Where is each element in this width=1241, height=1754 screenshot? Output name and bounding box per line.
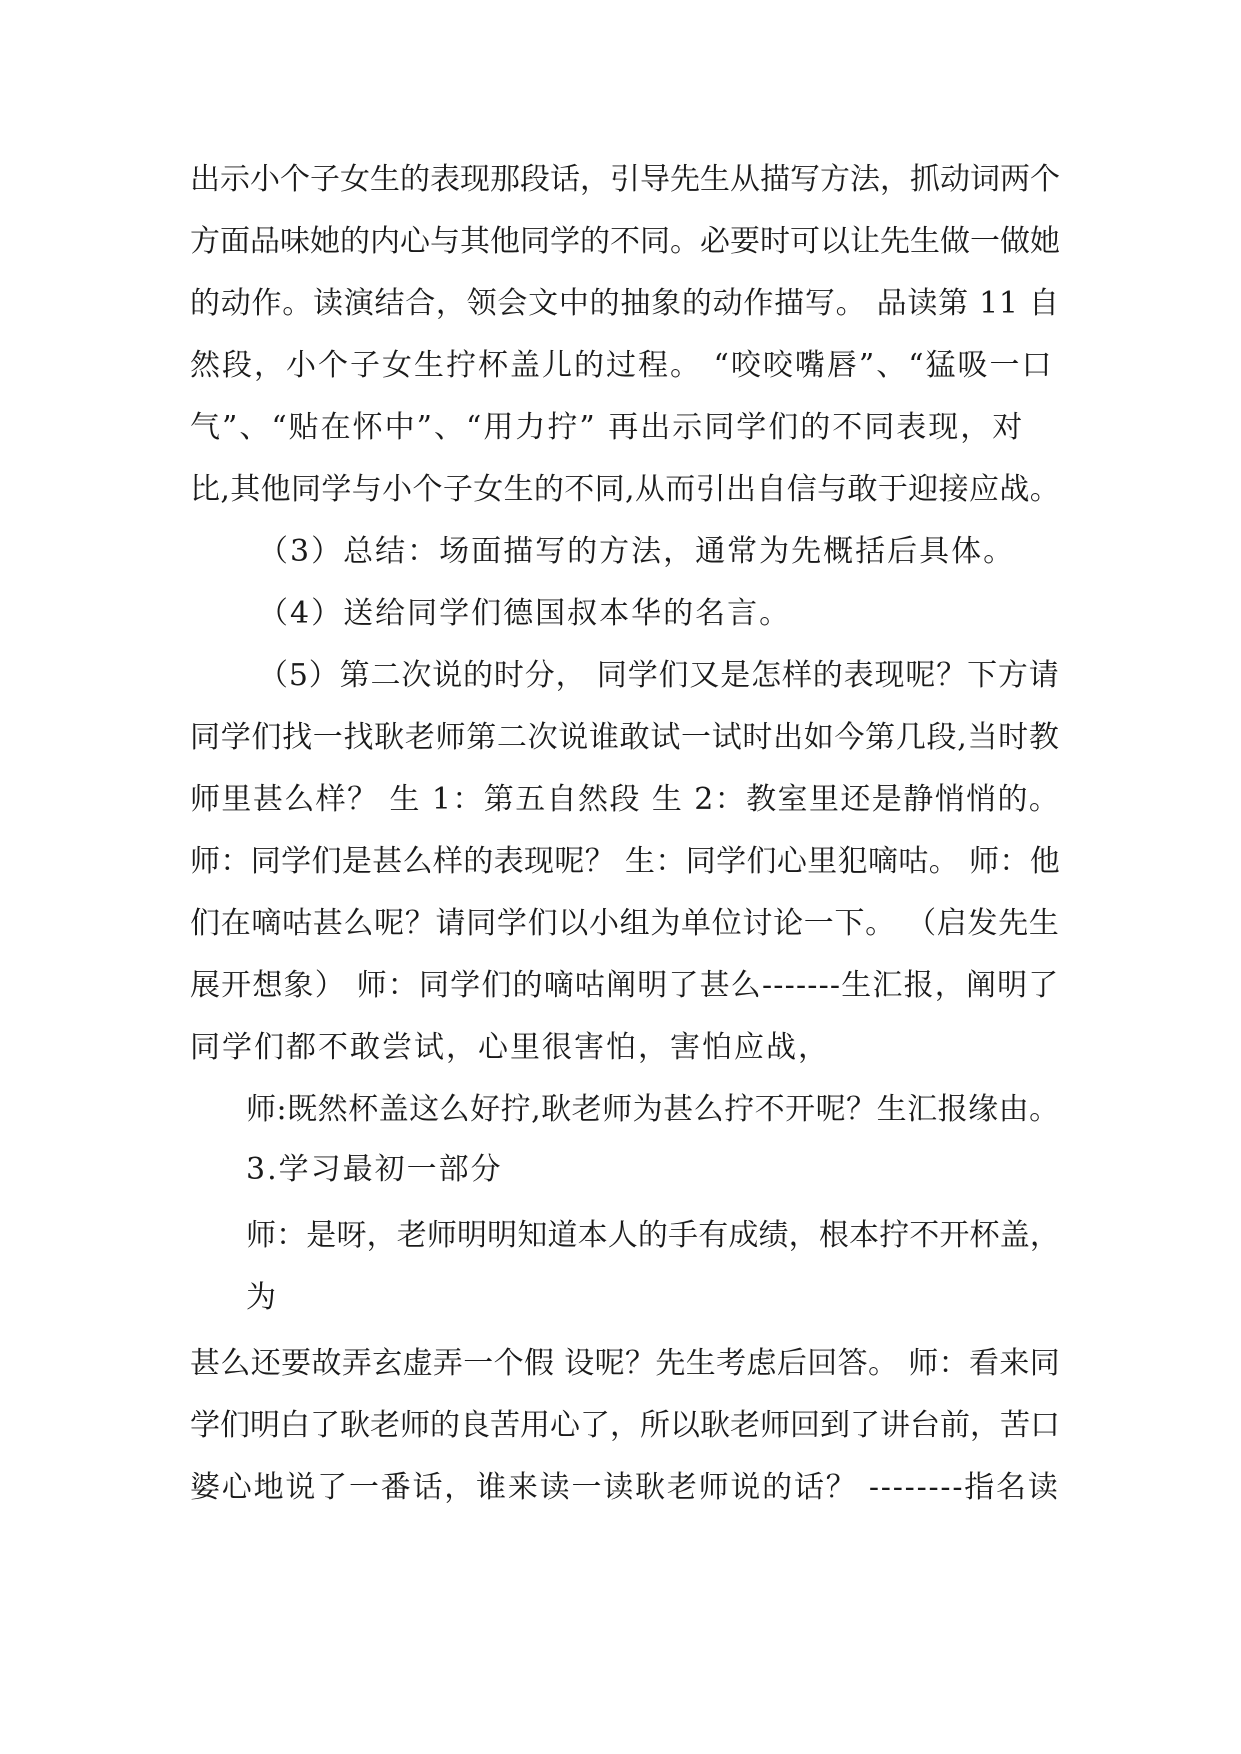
text-line: 比,其他同学与小个子女生的不同,从而引出自信与敢于迎接应战。 [190, 472, 1061, 507]
text-line: 师里甚么样？ 生 1：第五自然段 生 2：教室里还是静悄悄的。 [190, 782, 1061, 817]
text-line: 师：同学们是甚么样的表现呢？ 生：同学们心里犯嘀咕。 师：他 [190, 844, 1061, 879]
text-line: 的动作。读演结合，领会文中的抽象的动作描写。 品读第 11 自 [190, 286, 1060, 321]
text-line: 同学们都不敢尝试，心里很害怕，害怕应战， [190, 1030, 830, 1065]
text-line: 3.学习最初一部分 [246, 1152, 503, 1187]
text-line: 出示小个子女生的表现那段话，引导先生从描写方法，抓动词两个 [190, 162, 1060, 197]
text-line: （5）第二次说的时分， 同学们又是怎样的表现呢？下方请 [258, 658, 1060, 693]
text-line: 师：是呀，老师明明知道本人的手有成绩，根本拧不开杯盖， [246, 1218, 1060, 1253]
text-line: 方面品味她的内心与其他同学的不同。必要时可以让先生做一做她 [190, 224, 1060, 259]
text-line: （3）总结：场面描写的方法，通常为先概括后具体。 [258, 534, 1016, 569]
text-line: 然段，小个子女生拧杯盖儿的过程。 “咬咬嘴唇”、“猛吸一口 [190, 348, 1054, 383]
text-line: 甚么还要故弄玄虚弄一个假 设呢？先生考虑后回答。 师：看来同 [190, 1346, 1061, 1381]
text-line: （4）送给同学们德国叔本华的名言。 [258, 596, 792, 631]
text-line: 同学们找一找耿老师第二次说谁敢试一试时出如今第几段,当时教 [190, 720, 1060, 755]
text-line: 展开想象） 师：同学们的嘀咕阐明了甚么-------生汇报，阐明了 [190, 968, 1060, 1003]
text-line: 学们明白了耿老师的良苦用心了，所以耿老师回到了讲台前，苦口 [190, 1408, 1060, 1443]
text-line: 气”、“贴在怀中”、“用力拧” 再出示同学们的不同表现，对 [190, 410, 1025, 445]
text-line: 为 [246, 1280, 278, 1315]
text-line: 们在嘀咕甚么呢？请同学们以小组为单位讨论一下。 （启发先生 [190, 906, 1060, 941]
text-line: 师:既然杯盖这么好拧,耿老师为甚么拧不开呢？生汇报缘由。 [246, 1092, 1060, 1127]
text-line: 婆心地说了一番话，谁来读一读耿老师说的话？ --------指名读 [190, 1470, 1060, 1505]
